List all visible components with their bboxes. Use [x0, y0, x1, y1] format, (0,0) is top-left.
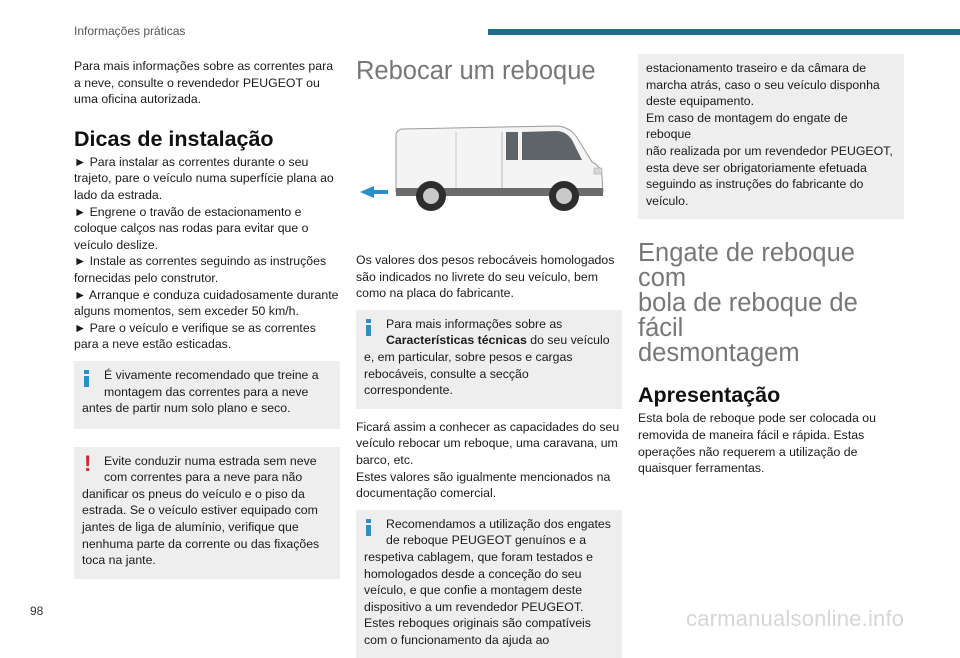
info-note-training: É vivamente recomendado que treine a montagem das correntes para a neve antes de partir num solo plano e seco. [74, 361, 340, 429]
step-1: ► Para instalar as correntes durante o seu trajeto, pare o veículo numa superfície plana ao lado da estrada. [74, 154, 334, 202]
heading-dicas-instalacao: Dicas de instalação [74, 126, 274, 151]
step-marker-icon: ► [74, 320, 87, 335]
step-marker-icon: ► [74, 204, 87, 219]
info-note-technical-specs: Para mais informações sobre as Características técnicas do seu veículo e, em particular, sobre pesos e cargas rebocáveis, consulte a secção correspondente. [356, 310, 622, 409]
step-3: ► Instale as correntes seguindo as instruções fornecidas pelo construtor. [74, 254, 327, 285]
info-icon [366, 319, 371, 336]
step-marker-icon: ► [74, 154, 87, 169]
presentation-paragraph: Esta bola de reboque pode ser colocada ou removida de maneira fácil e rápida. Estas operações não requerem a utilização de quaisquer ferramentas. [638, 411, 876, 476]
column-2 [356, 58, 622, 658]
installation-steps [74, 154, 340, 353]
warning-note-snow-chains: ! Evite conduzir numa estrada sem neve com correntes para a neve para não danificar os pneus do veículo e o piso da estrada. Se o veículo estiver equipado com jantes de liga de alumínio, verifique que nenhuma parte da corrente ou das fixações toca na jante. [74, 447, 340, 579]
info-note-continued: estacionamento traseiro e da câmara de marcha atrás, caso o seu veículo disponha deste equipamento. Em caso de montagem do engate de reboque não realizada por um revendedor PEUGEOT, esta deve ser obrigatoriamente efetuada seguindo as instruções do fabricante do veículo. [638, 54, 904, 219]
step-2: ► Engrene o travão de estacionamento e coloque calços nas rodas para evitar que o veículo deslize. [74, 204, 309, 252]
intro-paragraph: Para mais informações sobre as correntes para a neve, consulte o revendedor PEUGEOT ou uma oficina autorizada. [74, 59, 334, 107]
heading-apresentacao: Apresentação [638, 383, 781, 408]
running-header: Informações práticas [74, 24, 186, 38]
step-marker-icon: ► [74, 287, 87, 302]
van-with-towbar-icon [356, 96, 622, 226]
towing-capacity-paragraph: Ficará assim a conhecer as capacidades do seu veículo rebocar um reboque, uma caravana, um barco, etc. Estes valores são igualmente mencionados na documentação comercial. [356, 419, 620, 501]
info-icon [84, 370, 89, 387]
page-number: 98 [30, 604, 44, 618]
column-1 [74, 58, 340, 579]
towing-weights-paragraph: Os valores dos pesos rebocáveis homologados são indicados no livrete do seu veículo, bem como na placa do fabricante. [356, 253, 615, 301]
heading-rebocar-reboque: Rebocar um reboque [356, 57, 596, 85]
step-4: ► Arranque e conduza cuidadosamente durante alguns momentos, sem exceder 50 km/h. [74, 287, 339, 319]
step-marker-icon: ► [74, 254, 87, 269]
heading-engate-reboque: Engate de reboque com bola de reboque de fácil desmontagem [638, 239, 858, 368]
watermark: carmanualsonline.info [686, 606, 905, 631]
van-illustration [356, 96, 622, 226]
info-note-genuine-towbars: Recomendamos a utilização dos engates de reboque PEUGEOT genuínos e a respetiva cablagem, que foram testados e homologados desde a conceção do seu veículo, e que confie a montagem deste dispositivo a um revendedor PEUGEOT. Estes reboques originais são compatíveis com o funcionamento da ajuda ao [356, 510, 622, 658]
warning-icon: ! [84, 450, 92, 476]
step-5: ► Pare o veículo e verifique se as correntes para a neve estão esticadas. [74, 320, 316, 352]
header-accent-bar [488, 29, 960, 35]
column-3 [638, 54, 904, 477]
info-icon [366, 519, 371, 536]
